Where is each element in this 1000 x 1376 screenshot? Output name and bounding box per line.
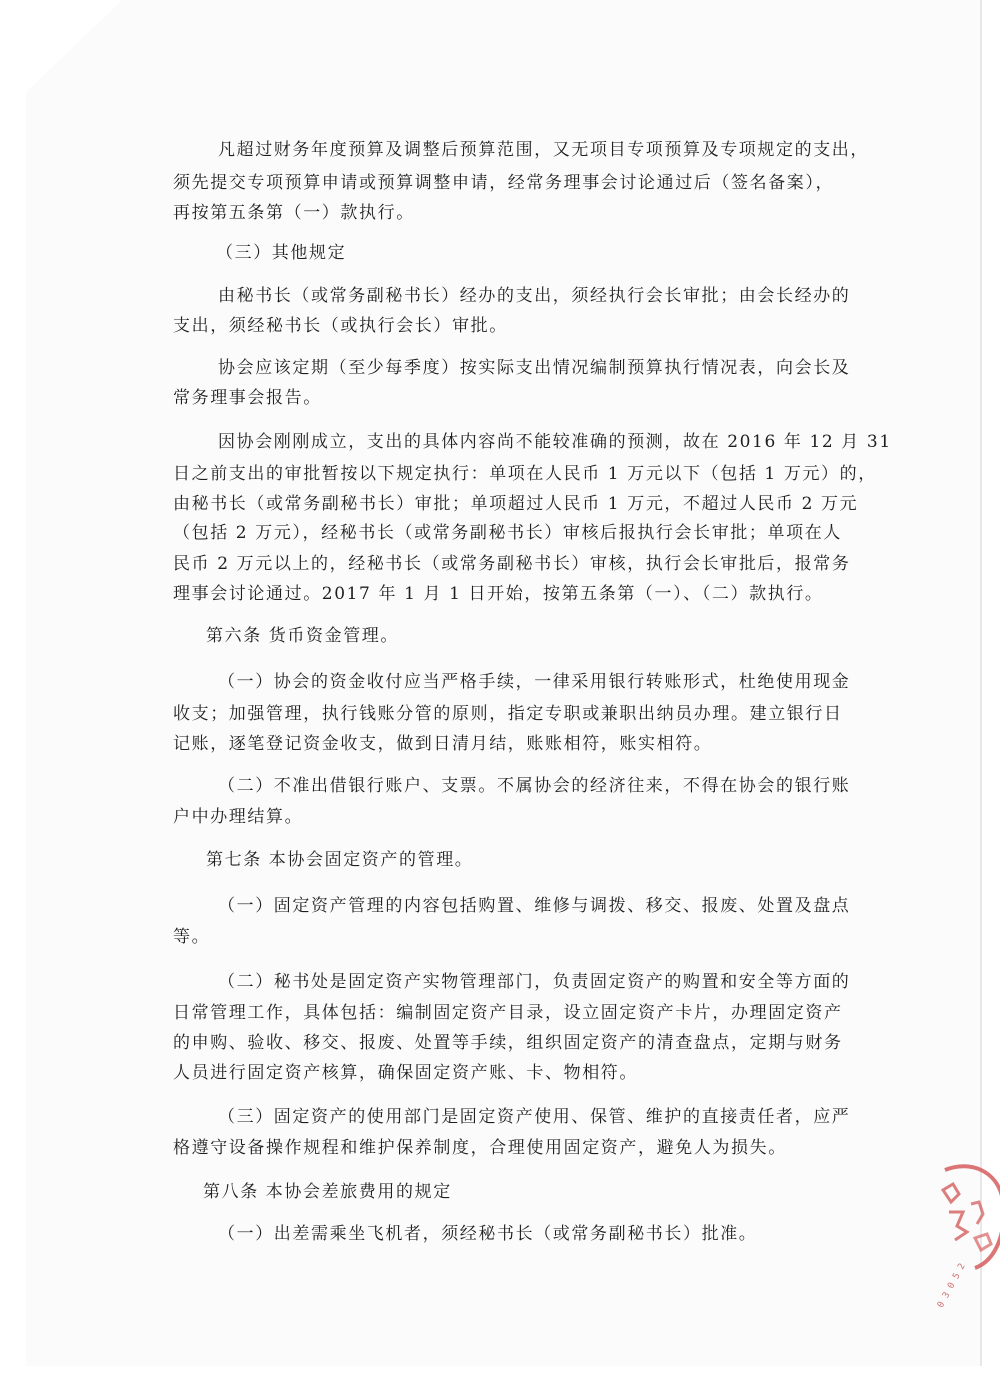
text-line: 户中办理结算。 [173,807,304,827]
text-line: 的申购、验收、移交、报废、处置等手续，组织固定资产的清查盘点，定期与财务 [173,1033,843,1053]
page-edge [980,0,982,1366]
text-line: 等。 [173,927,211,947]
text-line: （一）固定资产管理的内容包括购置、维修与调拨、移交、报废、处置及盘点 [218,896,851,916]
text-line: 人员进行固定资产核算，确保固定资产账、卡、物相符。 [173,1063,638,1083]
text-line: 收支；加强管理，执行钱账分管的原则，指定专职或兼职出纳员办理。建立银行日 [173,704,843,724]
text-line: 记账，逐笔登记资金收支，做到日清月结，账账相符，账实相符。 [173,734,713,754]
text-line: 须先提交专项预算申请或预算调整申请，经常务理事会讨论通过后（签名备案）， [173,173,835,193]
text-line: （一）出差需乘坐飞机者，须经秘书长（或常务副秘书长）批准。 [218,1224,758,1244]
seal-serial-number: 0 3 0 5 2 [936,1261,968,1310]
text-line: （二）不准出借银行账户、支票。不属协会的经济往来，不得在协会的银行账 [218,776,851,796]
text-line: 由秘书长（或常务副秘书长）经办的支出，须经执行会长审批；由会长经办的 [218,286,851,306]
text-line: 再按第五条第（一）款执行。 [173,203,415,223]
article-heading: 第八条 本协会差旅费用的规定 [203,1182,452,1202]
text-line: （二）秘书处是固定资产实物管理部门，负责固定资产的购置和安全等方面的 [218,972,851,992]
article-heading: 第六条 货币资金管理。 [206,626,400,646]
text-line: （一）协会的资金收付应当严格手续，一律采用银行转账形式，杜绝使用现金 [218,672,851,692]
text-line: 凡超过财务年度预算及调整后预算范围，又无项目专项预算及专项规定的支出， [218,140,869,160]
article-heading: 第七条 本协会固定资产的管理。 [206,850,474,870]
text-line: 因协会刚刚成立，支出的具体内容尚不能较准确的预测，故在 2016 年 12 月 31 [218,432,892,452]
text-line: （三）固定资产的使用部门是固定资产使用、保管、维护的直接责任者，应严 [218,1107,851,1127]
text-line: 民币 2 万元以上的，经秘书长（或常务副秘书长）审核，执行会长审批后，报常务 [173,554,851,574]
text-line: 格遵守设备操作规程和维护保养制度，合理使用固定资产，避免人为损失。 [173,1138,787,1158]
text-line: 协会应该定期（至少每季度）按实际支出情况编制预算执行情况表，向会长及 [218,358,851,378]
text-line: 由秘书长（或常务副秘书长）审批；单项超过人民币 1 万元，不超过人民币 2 万元 [173,494,859,514]
text-line: 日之前支出的审批暂按以下规定执行：单项在人民币 1 万元以下（包括 1 万元）的， [173,464,877,484]
text-line: 支出，须经秘书长（或执行会长）审批。 [173,316,508,336]
text-line: 理事会讨论通过。2017 年 1 月 1 日开始，按第五条第（一）、（二）款执行。 [173,584,824,604]
text-line: （包括 2 万元），经秘书长（或常务副秘书长）审核后报执行会长审批；单项在人 [173,523,842,543]
text-line: 日常管理工作，具体包括：编制固定资产目录，设立固定资产卡片，办理固定资产 [173,1003,843,1023]
text-line: 常务理事会报告。 [173,388,322,408]
section-heading: （三）其他规定 [216,243,347,263]
